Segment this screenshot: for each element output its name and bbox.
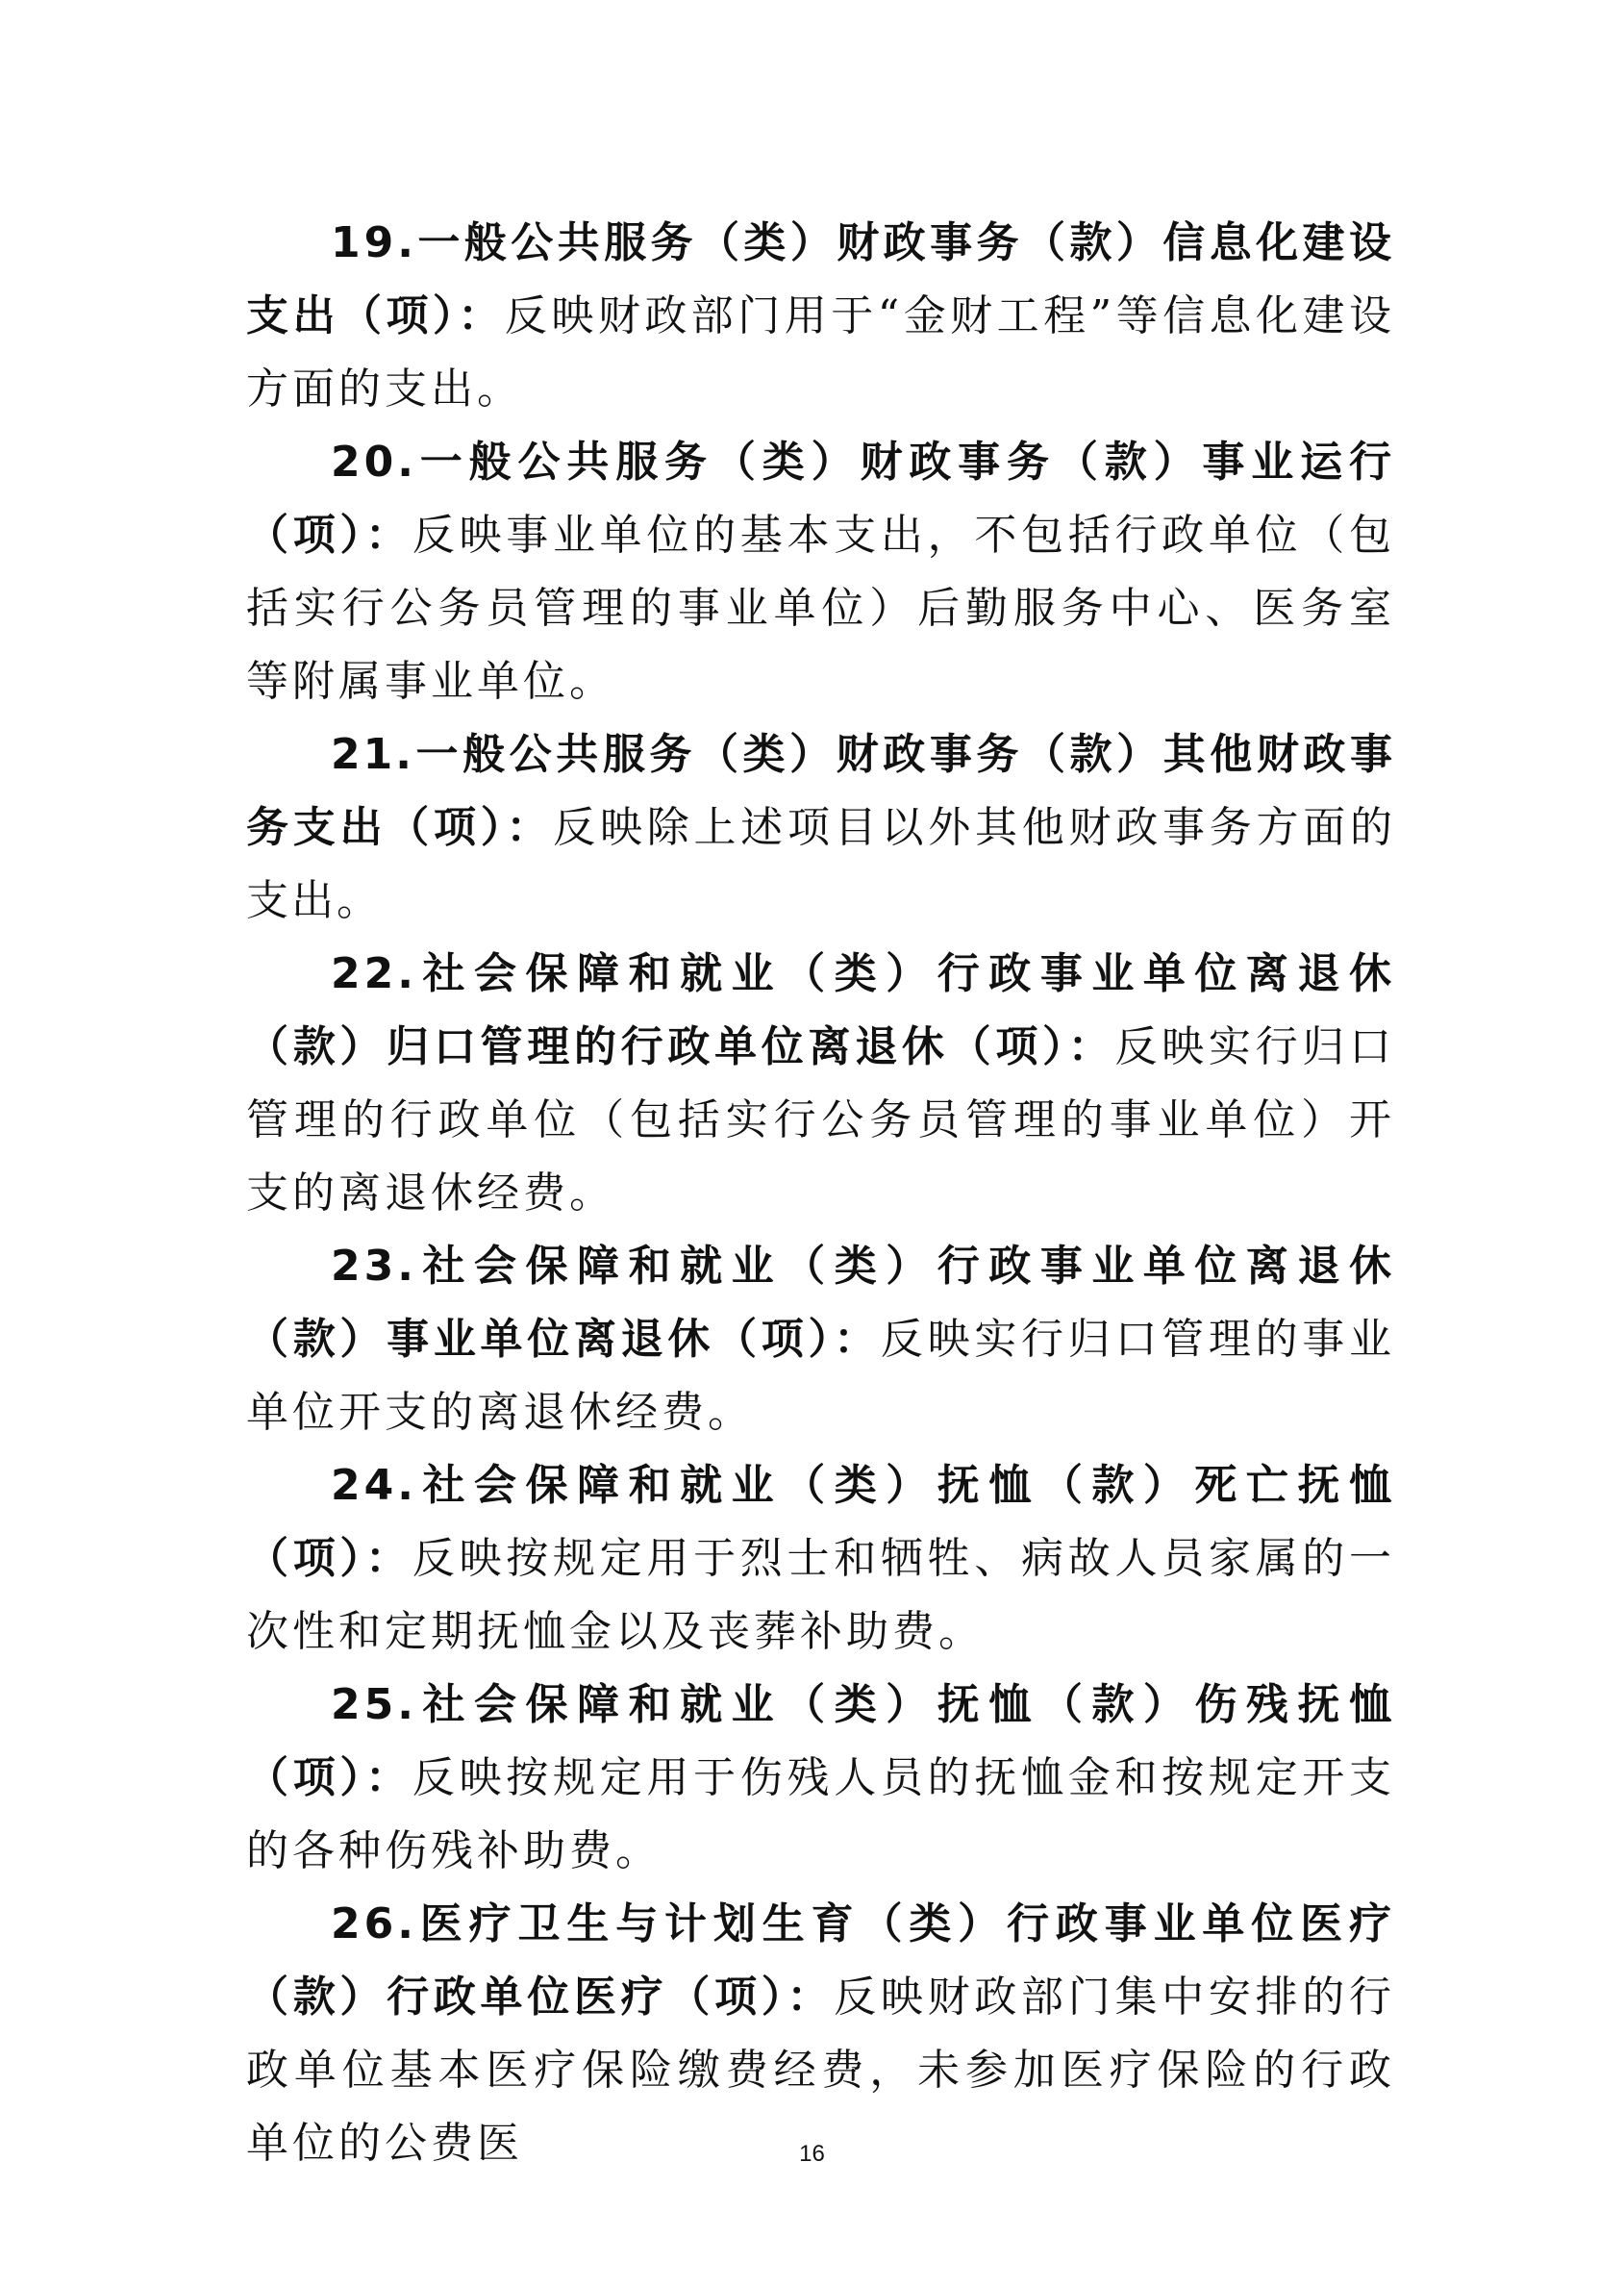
paragraph-item-20: [246, 426, 1395, 718]
item-term: 20.一般公共服务（类）财政事务（款）事业运行（项）：: [246, 438, 1395, 560]
item-description: 反映按规定用于伤残人员的抚恤金和按规定开支的各种伤残补助费。: [246, 1753, 1396, 1875]
item-description: 反映实行归口管理的行政单位（包括实行公务员管理的事业单位）开支的离退休经费。: [246, 1022, 1396, 1218]
item-term: 24.社会保障和就业（类）抚恤（款）死亡抚恤（项）：: [246, 1461, 1395, 1583]
item-term: 23.社会保障和就业（类）行政事业单位离退休（款）事业单位离退休（项）：: [246, 1242, 1395, 1364]
paragraph-item-22: [246, 938, 1395, 1230]
item-description: 反映按规定用于烈士和牺牲、病故人员家属的一次性和定期抚恤金以及丧葬补助费。: [246, 1534, 1396, 1656]
item-description: 反映除上述项目以外其他财政事务方面的支出。: [246, 803, 1395, 925]
item-term: 21.一般公共服务（类）财政事务（款）其他财政事务支出（项）：: [246, 730, 1395, 852]
item-term: 26.医疗卫生与计划生育（类）行政事业单位医疗（款）行政单位医疗（项）：: [246, 1899, 1395, 2022]
item-term: 22.社会保障和就业（类）行政事业单位离退休（款）归口管理的行政单位离退休（项）：: [246, 949, 1395, 1071]
page-number: 16: [799, 2141, 825, 2167]
paragraph-item-19: [246, 207, 1395, 426]
item-description: 反映财政部门用于“金财工程”等信息化建设方面的支出。: [246, 291, 1395, 414]
item-term: 19.一般公共服务（类）财政事务（款）信息化建设支出（项）：: [246, 218, 1395, 340]
paragraph-item-21: [246, 718, 1395, 938]
item-term: 25.社会保障和就业（类）抚恤（款）伤残抚恤（项）：: [246, 1680, 1395, 1802]
item-description: 反映实行归口管理的事业单位开支的离退休经费。: [246, 1315, 1396, 1437]
paragraph-item-26: [246, 1888, 1395, 2180]
paragraph-item-23: [246, 1230, 1395, 1449]
paragraph-item-25: [246, 1669, 1395, 1888]
paragraph-item-24: [246, 1449, 1395, 1669]
document-body: [246, 207, 1395, 2180]
item-description: 反映财政部门集中安排的行政单位基本医疗保险缴费经费，未参加医疗保险的行政单位的公费医: [246, 1973, 1396, 2168]
item-description: 反映事业单位的基本支出，不包括行政单位（包括实行公务员管理的事业单位）后勤服务中心、医务室等附属事业单位。: [246, 511, 1396, 706]
